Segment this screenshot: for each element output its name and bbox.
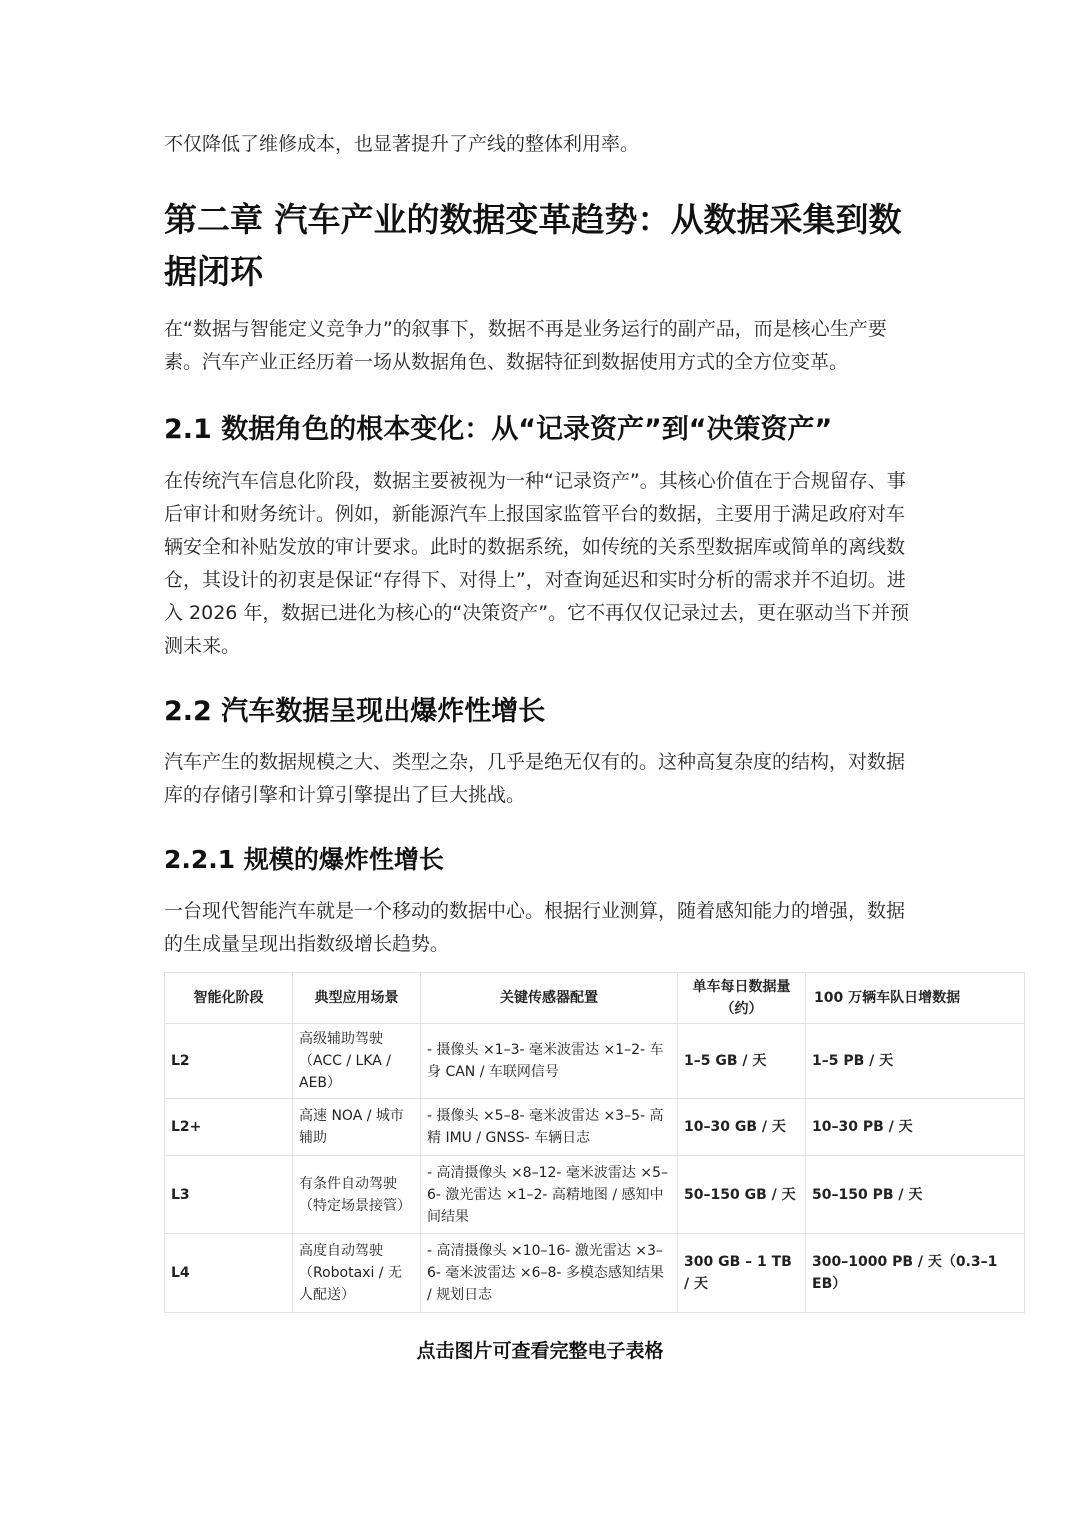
table-row bbox=[165, 1099, 1025, 1156]
table-cell-scenario: 高度自动驾驶（Robotaxi / 无人配送） bbox=[293, 1234, 421, 1313]
table-header-cell: 100 万辆车队日增数据 bbox=[806, 973, 1025, 1024]
paragraph-intro-tail: 不仅降低了维修成本，也显著提升了产线的整体利用率。 bbox=[164, 133, 640, 155]
chapter-heading: 第二章 汽车产业的数据变革趋势：从数据采集到数据闭环 bbox=[164, 200, 902, 291]
table-cell-scenario: 有条件自动驾驶（特定场景接管） bbox=[293, 1156, 421, 1234]
table-row bbox=[165, 1234, 1025, 1313]
section-heading-2-2: 2.2 汽车数据呈现出爆炸性增长 bbox=[164, 696, 546, 727]
table-cell-fleet-data: 10–30 PB / 天 bbox=[806, 1099, 1025, 1156]
section-heading-2-1: 2.1 数据角色的根本变化：从“记录资产”到“决策资产” bbox=[164, 414, 833, 445]
table-cell-daily-data: 300 GB – 1 TB / 天 bbox=[678, 1234, 806, 1313]
table-cell-daily-data: 50–150 GB / 天 bbox=[678, 1156, 806, 1234]
table-cell-fleet-data: 300–1000 PB / 天（0.3–1 EB） bbox=[806, 1234, 1025, 1313]
paragraph-section-2-2-1: 一台现代智能汽车就是一个移动的数据中心。根据行业测算，随着感知能力的增强，数据的生成量呈现出指数级增长趋势。 bbox=[164, 900, 906, 955]
table-cell-stage: L4 bbox=[165, 1234, 293, 1313]
table-header-cell: 单车每日数据量（约） bbox=[678, 973, 806, 1024]
data-table-image[interactable] bbox=[164, 972, 998, 1321]
table-cell-sensors: - 摄像头 ×5–8- 毫米波雷达 ×3–5- 高精 IMU / GNSS- 车辆日志 bbox=[421, 1099, 678, 1156]
table-header-cell: 智能化阶段 bbox=[165, 973, 293, 1024]
table-cell-scenario: 高速 NOA / 城市辅助 bbox=[293, 1099, 421, 1156]
table-row bbox=[165, 1156, 1025, 1234]
data-growth-table bbox=[164, 972, 1025, 1313]
table-cell-stage: L3 bbox=[165, 1156, 293, 1234]
paragraph-section-2-2: 汽车产生的数据规模之大、类型之杂，几乎是绝无仅有的。这种高复杂度的结构，对数据库的存储引擎和计算引擎提出了巨大挑战。 bbox=[164, 751, 906, 806]
table-cell-daily-data: 10–30 GB / 天 bbox=[678, 1099, 806, 1156]
section-heading-2-2-1: 2.2.1 规模的爆炸性增长 bbox=[164, 845, 444, 874]
table-cell-sensors: - 摄像头 ×1–3- 毫米波雷达 ×1–2- 车身 CAN / 车联网信号 bbox=[421, 1024, 678, 1099]
paragraph-section-2-1: 在传统汽车信息化阶段，数据主要被视为一种“记录资产”。其核心价值在于合规留存、事后审计和财务统计。例如，新能源汽车上报国家监管平台的数据，主要用于满足政府对车辆安全和补贴发放的审计要求。此时的数据系统，如传统的关系型数据库或简单的离线数仓，其设计的初衷是保证“存得下、对得上”，对查询延迟和实时分析的需求并不迫切。进入 2026 年，数据已进化为核心的“决策资产”。它不再仅仅记录过去，更在驱动当下并预测未来。 bbox=[164, 470, 910, 657]
paragraph-chapter-intro: 在“数据与智能定义竞争力”的叙事下，数据不再是业务运行的副产品，而是核心生产要素。汽车产业正经历着一场从数据角色、数据特征到数据使用方式的全方位变革。 bbox=[164, 318, 887, 373]
table-header-row bbox=[165, 973, 1025, 1024]
table-header-cell: 关键传感器配置 bbox=[421, 973, 678, 1024]
table-cell-fleet-data: 1–5 PB / 天 bbox=[806, 1024, 1025, 1099]
table-cell-sensors: - 高清摄像头 ×8–12- 毫米波雷达 ×5–6- 激光雷达 ×1–2- 高精地图 / 感知中间结果 bbox=[421, 1156, 678, 1234]
table-header-cell: 典型应用场景 bbox=[293, 973, 421, 1024]
table-caption-link[interactable]: 点击图片可查看完整电子表格 bbox=[416, 1340, 664, 1362]
table-cell-stage: L2+ bbox=[165, 1099, 293, 1156]
table-cell-daily-data: 1–5 GB / 天 bbox=[678, 1024, 806, 1099]
table-row bbox=[165, 1024, 1025, 1099]
table-cell-sensors: - 高清摄像头 ×10–16- 激光雷达 ×3–6- 毫米波雷达 ×6–8- 多模态感知结果 / 规划日志 bbox=[421, 1234, 678, 1313]
table-cell-scenario: 高级辅助驾驶（ACC / LKA / AEB） bbox=[293, 1024, 421, 1099]
table-cell-stage: L2 bbox=[165, 1024, 293, 1099]
table-cell-fleet-data: 50–150 PB / 天 bbox=[806, 1156, 1025, 1234]
